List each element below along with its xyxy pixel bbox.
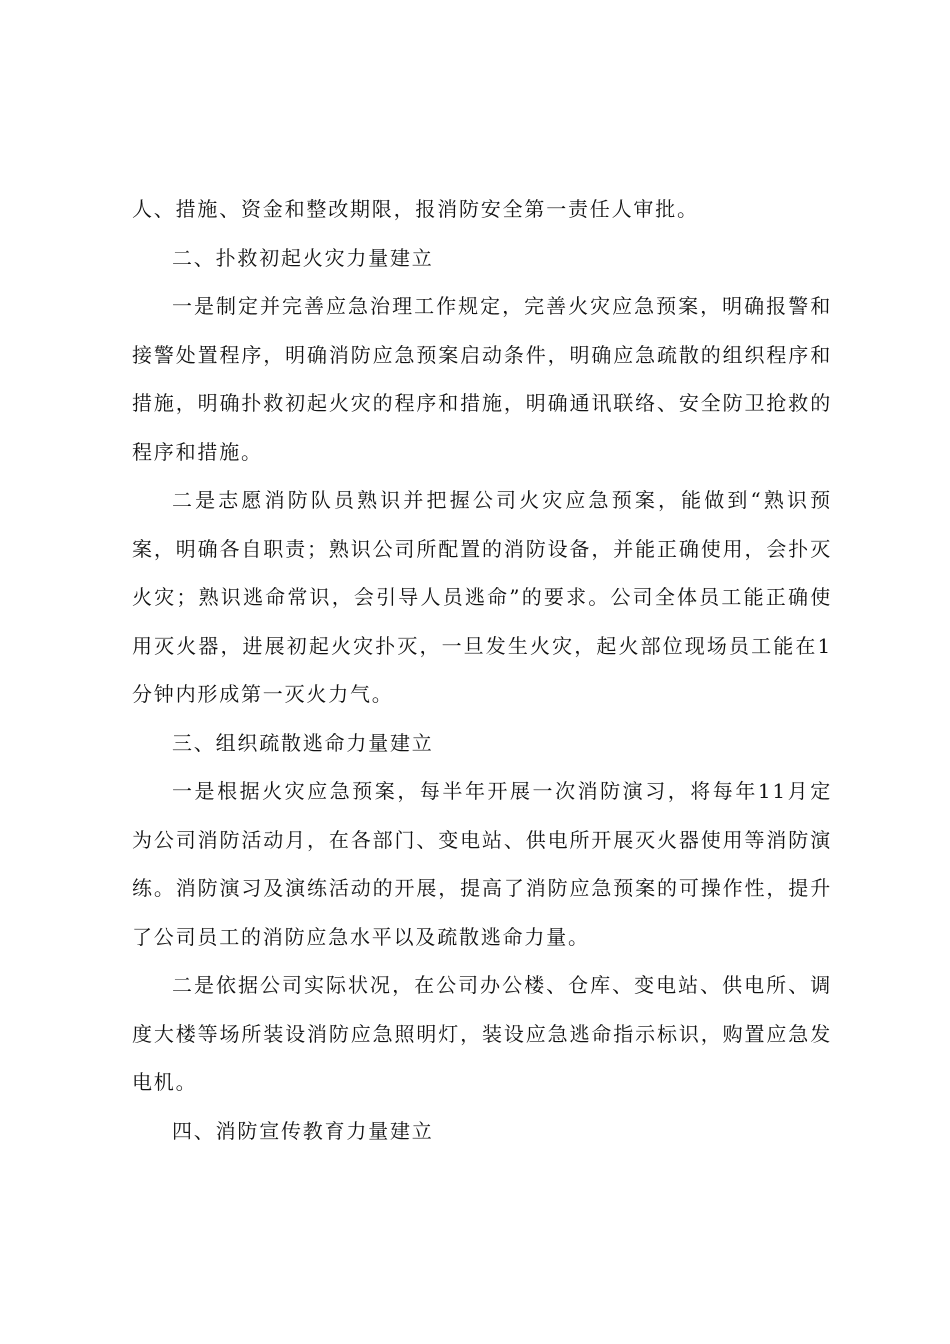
paragraph-volunteer-firefighters: 二是志愿消防队员熟识并把握公司火灾应急预案，能做到“熟识预案，明确各自职责；熟识公司所配置的消防设备，并能正确使用，会扑灭火灾；熟识逃命常识，会引导人员逃命”的要求。公司全体员工能正确使用灭火器，进展初起火灾扑灭，一旦发生火灾，起火部位现场员工能在1分钟内形成第一灭火力气。 (132, 488, 832, 706)
paragraph-fire-drills: 一是根据火灾应急预案，每半年开展一次消防演习，将每年11月定为公司消防活动月，在各部门、变电站、供电所开展灭火器使用等消防演练。消防演习及演练活动的开展，提高了消防应急预案的可操作性，提升了公司员工的消防应急水平以及疏散逃命力量。 (132, 779, 832, 949)
section-heading-4: 四、消防宣传教育力量建立 (172, 1118, 434, 1143)
section-heading-3: 三、组织疏散逃命力量建立 (172, 730, 434, 755)
paragraph-emergency-rules: 一是制定并完善应急治理工作规定，完善火灾应急预案，明确报警和接警处置程序，明确消防应急预案启动条件，明确应急疏散的组织程序和措施，明确扑救初起火灾的程序和措施，明确通讯联络、安全防卫抢救的程序和措施。 (132, 294, 832, 464)
section-heading-2: 二、扑救初起火灾力量建立 (172, 245, 434, 270)
document-body (132, 185, 832, 1155)
paragraph-emergency-lighting: 二是依据公司实际状况，在公司办公楼、仓库、变电站、供电所、调度大楼等场所装设消防应急照明灯，装设应急逃命指示标识，购置应急发电机。 (132, 973, 832, 1094)
paragraph-continuation: 人、措施、资金和整改期限，报消防安全第一责任人审批。 (132, 197, 699, 221)
